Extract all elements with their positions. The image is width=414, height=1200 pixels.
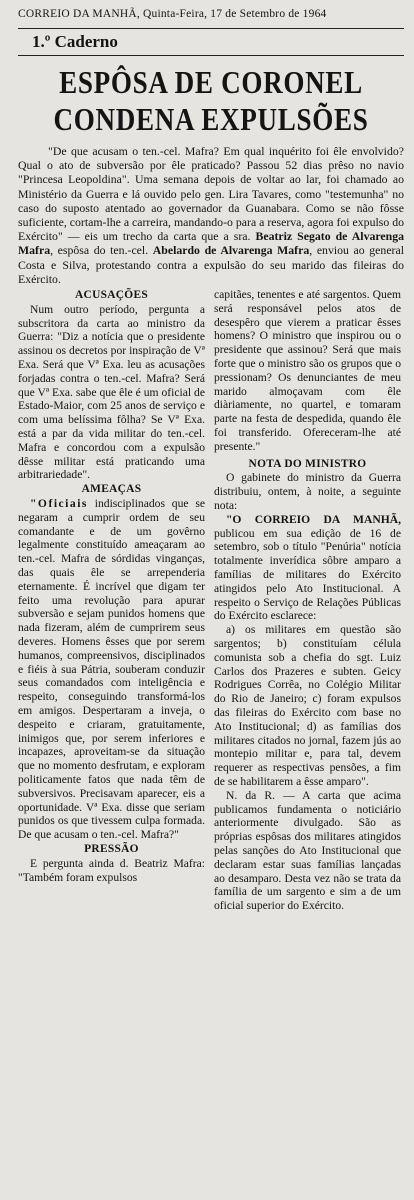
body-columns: [18, 288, 404, 913]
section-text: 1.º Caderno: [32, 32, 118, 51]
section-label: [18, 29, 404, 56]
paragraph-nota-body: publicou em sua edição de 16 de setembro, sob o título "Penúria" notícia totalmente inverídica sôbre amparo a famílias de militares do Exército atingidos pelo Ato Institucional. A respeito o Serviço de Relações Públicas do Exército esclarece:: [214, 526, 401, 623]
lede-husband-name: Abelardo de Alvarenga Mafra: [152, 243, 310, 258]
column-left: [18, 288, 205, 913]
paragraph-acusacoes: Num outro período, pergunta a subscritora da carta ao ministro da Guerra: "Diz a notícia que o presidente assinou os decretos por inspiração de Vª Exa. Será que Vª Exa. leu as acusações forjadas contra o ten.-cel. Mafra? Será que Vª Exa. sabe que êle é um oficial de Estado-Maior, com 25 anos de serviço e com uma belíssima fôlha? Se Vª Exa. está a par da vida militar do ten.-cel. Mafra e concordou com a expulsão dêsse militar está praticando uma arbitrariedade".: [18, 302, 205, 482]
subhead-ameacas: AMEAÇAS: [81, 483, 142, 496]
paragraph-gabinete: O gabinete do ministro da Guerra distribuiu, ontem, à noite, a seguinte nota:: [214, 471, 401, 512]
paragraph-continuation: capitães, tenentes e até sargentos. Quem será responsável pelos atos de desespêro que vierem a praticar êsses homens? O ministro que inspirou ou o presidente que assinou? Será que mais forte que o ministro são os grupos que o pressionam? Os denunciantes de meu marido almoçavam com êle diàriamente, no quartel, e tomaram parte na festa de despedida, quando êle foi transferido. Ofereceram-lhe até presente.": [214, 288, 401, 453]
headline-line-2: CONDENA EXPULSÕES: [53, 102, 369, 137]
paragraph-editor-note: N. da R. — A carta que acima publicamos fundamenta o noticiário anteriormente divulgado. São as próprias espôsas dos militares atingidos pelas sanções do Ato Institucional que declaram estar suas famílias lançadas ao desamparo. Desta vez não se trata da família de um sargento e sim a de um oficial superior do Exército.: [214, 788, 401, 913]
paragraph-pressao: E pergunta ainda d. Beatriz Mafra: "Também foram expulsos: [18, 856, 205, 884]
column-right: [214, 288, 401, 913]
subhead-pressao: PRESSÃO: [84, 842, 139, 855]
headline-line-1: ESPÔSA DE CORONEL: [59, 65, 363, 100]
subhead-nota-do-ministro: NOTA DO MINISTRO: [248, 457, 367, 470]
lede-wife-name: Beatriz Segato de Alvarenga Mafra: [18, 229, 404, 258]
lede-text-1: "De que acusam o ten.-cel. Mafra? Em qual inquérito foi êle envolvido? Qual o ato de subversão por êle praticado? Passou 52 dias prêso no navio "Princesa Leopoldina". Uma semana depois de voltar ao lar, foi chamado ao Ministério da Guerra e lá ouvido pelo gen. Lira Tavares, como "testemunha" no caso do suposto atentado ao governador da Guanabara. Como se não fôsse suficiente, cortam-lhe a carreira, mandando-o para a reserva, agora foi expulso do Exército" — eis um trecho da carta que a sra.: [18, 144, 404, 244]
masthead-text: CORREIO DA MANHÃ, Quinta-Feira, 17 de Setembro de 1964: [18, 8, 327, 20]
paragraph-ameacas: [18, 497, 205, 842]
paragraph-nota-text: [214, 513, 401, 623]
paragraph-ameacas-lead: "Oficiais: [30, 496, 88, 510]
subhead-acusacoes: ACUSAÇÕES: [75, 289, 148, 302]
lede-text-3: , enviou ao general Costa e Silva, protestando contra a expulsão do seu marido das fileiras do Exército.: [18, 243, 404, 286]
lede-paragraph: [18, 144, 404, 286]
masthead: [18, 0, 404, 29]
paragraph-ameacas-body: indisciplinados que se negaram a cumprir ordem de seu comandante e de um govêrno legalmente constituído ameaçaram ao ten.-cel. Mafra de sórdidas vinganças, das quais êle se arrependeria eternamente. É incrível que digam ter feito uma revolução para apurar subversão e sejam punidos homens que nada fizeram, além de cumprirem seus deveres. Homens êsses que por serem humanos, compreensivos, disciplinados e fiéis à sua Pátria, souberam conduzir seus comandados com inteligência e respeito, conseguindo transformá-los em amigos. Despertaram a inveja, o despeito e criaram, gratuitamente, inimigos que, por serem inferiores e incapazes, aproveitam-se da situação que no momento desfrutam, e exploram politicamente fatos que nada têm de subversivos. Precisavam aparecer, eis a oportunidade. Vª Exa. disse que seriam punidos os que tivessem culpa formada. De que acusam o ten.-cel. Mafra?": [18, 496, 205, 842]
headline: [45, 64, 377, 138]
lede-text-2: , espôsa do ten.-cel.: [50, 243, 153, 258]
paragraph-items: a) os militares em questão são sargentos; b) constituíam célula comunista sob a chefia do sgt. Luiz Carlos dos Prazeres e subten. Geicy Rodrigues Corrêa, no Colégio Militar do Rio de Janeiro; c) foram expulsos das fileiras do Exército com base no Ato Institucional; d) as famílias dos militares citados no jornal, fazem jús ao montepio militar e, para tal, devem requerer as respectivas pensões, a fim de se habilitarem a êsse amparo".: [214, 623, 401, 788]
paragraph-nota-head: "O CORREIO DA MANHÃ,: [226, 512, 401, 526]
